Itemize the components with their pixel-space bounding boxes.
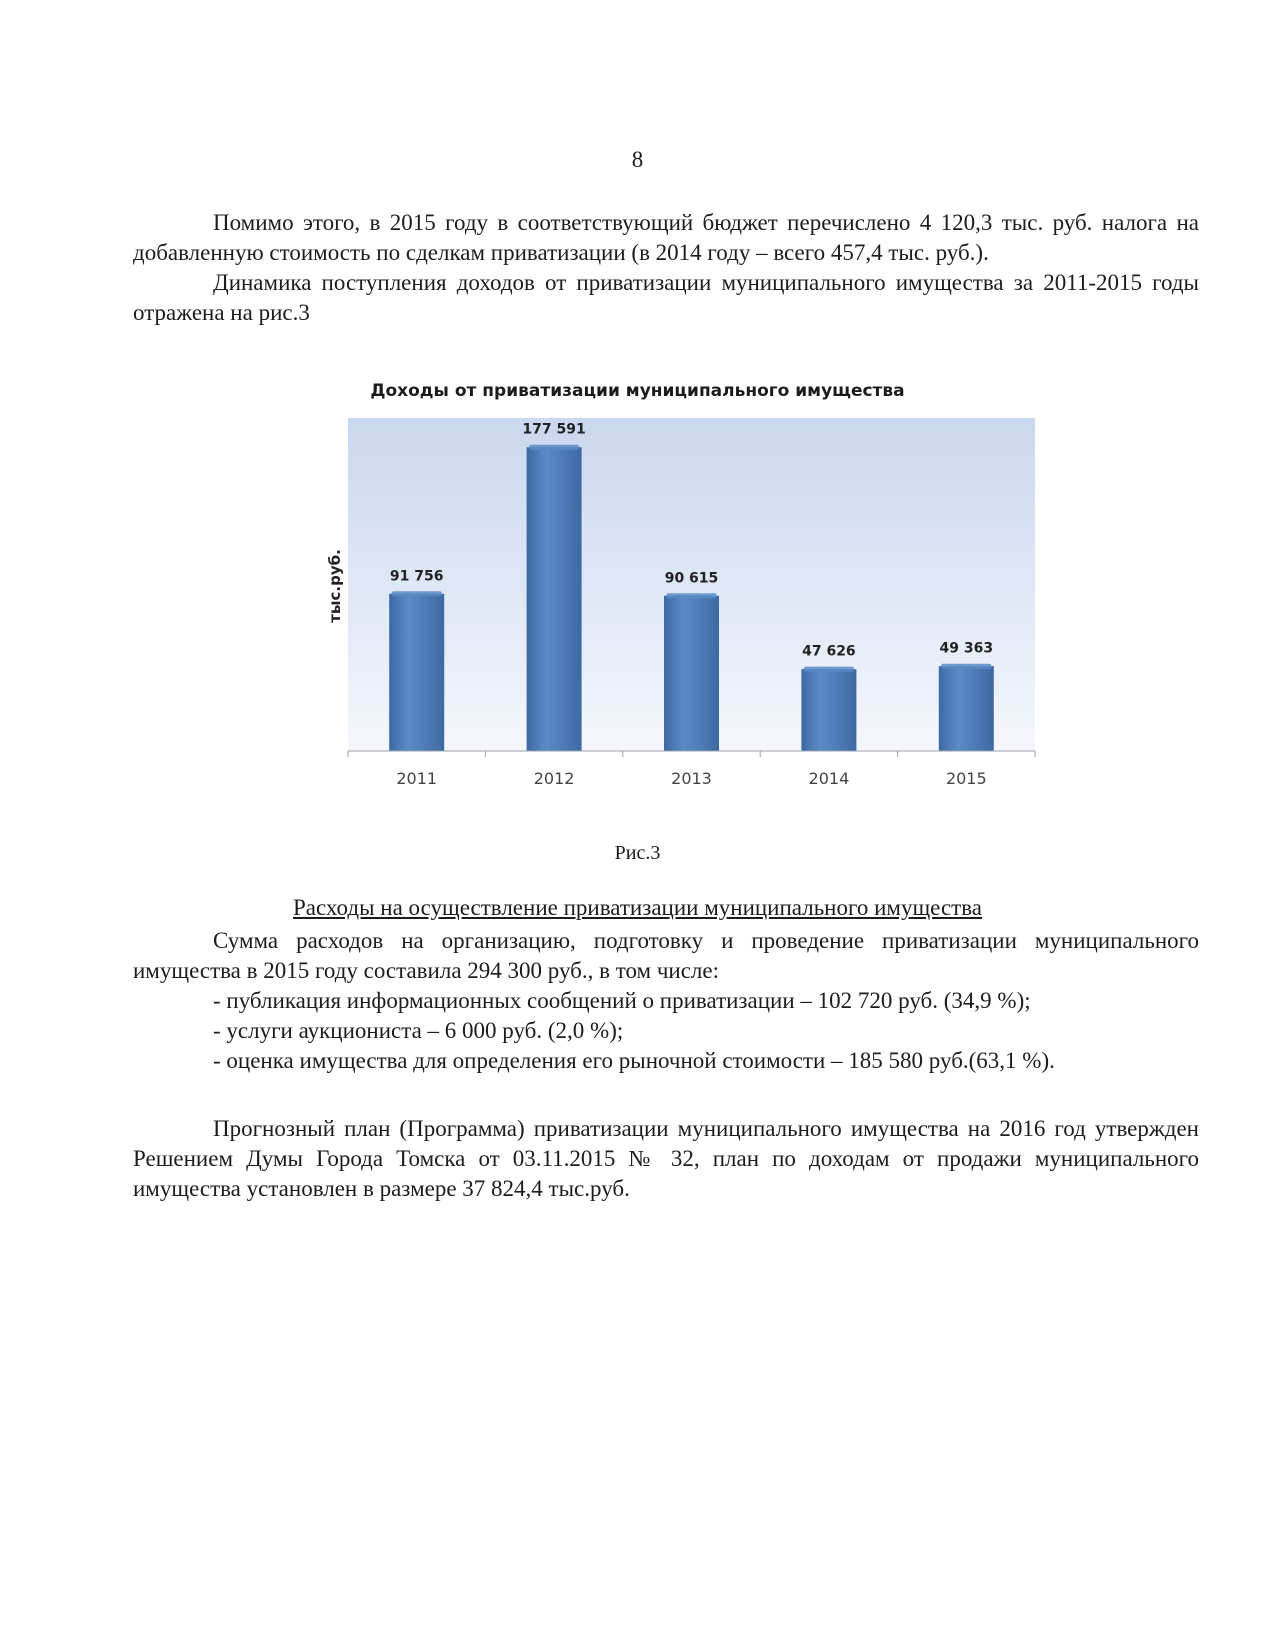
- page-number: 8: [631, 147, 644, 172]
- x-tick-label-2012: 2012: [533, 769, 575, 788]
- expenses-heading: Расходы на осуществление приватизации муниципального имущества: [293, 895, 982, 920]
- bar-cap-2015: [941, 664, 991, 669]
- expense-item-publication: - публикация информационных сообщений о приватизации – 102 720 руб. (34,9 %);: [213, 988, 1031, 1013]
- x-tick-label-2015: 2015: [945, 769, 987, 788]
- bar-cap-2013: [667, 593, 717, 598]
- y-axis-label: тыс.руб.: [326, 549, 344, 623]
- data-label-2014: 47 626: [802, 643, 856, 660]
- expense-item-valuation: - оценка имущества для определения его рыночной стоимости – 185 580 руб.(63,1 %).: [213, 1048, 1055, 1073]
- data-label-2012: 177 591: [522, 421, 586, 438]
- expenses-text: [133, 926, 1199, 1076]
- dynamics-paragraph: Динамика поступления доходов от приватизации муниципального имущества за 2011-2015 годы отражена на рис.3: [133, 270, 1199, 325]
- x-tick-label-2011: 2011: [396, 769, 438, 788]
- vat-paragraph: Помимо этого, в 2015 году в соответствующий бюджет перечислено 4 120,3 тыс. руб. налога на добавленную стоимость по сделкам приватизации (в 2014 году – всего 457,4 тыс. руб.).: [133, 210, 1199, 265]
- bar-cap-2011: [392, 591, 442, 596]
- intro-text: [133, 208, 1199, 328]
- bar-2015: [939, 667, 993, 751]
- data-label-2015: 49 363: [939, 640, 994, 657]
- bar-cap-2014: [804, 667, 854, 672]
- bar-2014: [802, 670, 856, 751]
- data-label-2011: 91 756: [389, 568, 444, 585]
- data-label-2013: 90 615: [664, 570, 719, 587]
- expense-item-auctioneer: - услуги аукциониста – 6 000 руб. (2,0 %);: [213, 1018, 624, 1043]
- bar-2012: [527, 448, 581, 751]
- figure-caption: Рис.3: [614, 842, 661, 864]
- bar-cap-2012: [529, 445, 579, 450]
- x-tick-label-2014: 2014: [808, 769, 850, 788]
- expenses-intro: Сумма расходов на организацию, подготовку и проведение приватизации муниципального имущества в 2015 году составила 294 300 руб., в том числе:: [133, 928, 1199, 983]
- forecast-text: [133, 1114, 1199, 1204]
- bar-2013: [665, 596, 719, 751]
- bar-2011: [390, 594, 444, 751]
- revenue-bar-chart: [320, 418, 1050, 808]
- forecast-paragraph: Прогнозный план (Программа) приватизации муниципального имущества на 2016 год утвержден Решением Думы Города Томска от 03.11.2015 № 32, план по доходам от продажи муниципального имущества установлен в размере 37 824,4 тыс.руб.: [133, 1116, 1199, 1201]
- chart-title: Доходы от приватизации муниципального имущества: [370, 381, 905, 401]
- x-tick-label-2013: 2013: [671, 769, 712, 788]
